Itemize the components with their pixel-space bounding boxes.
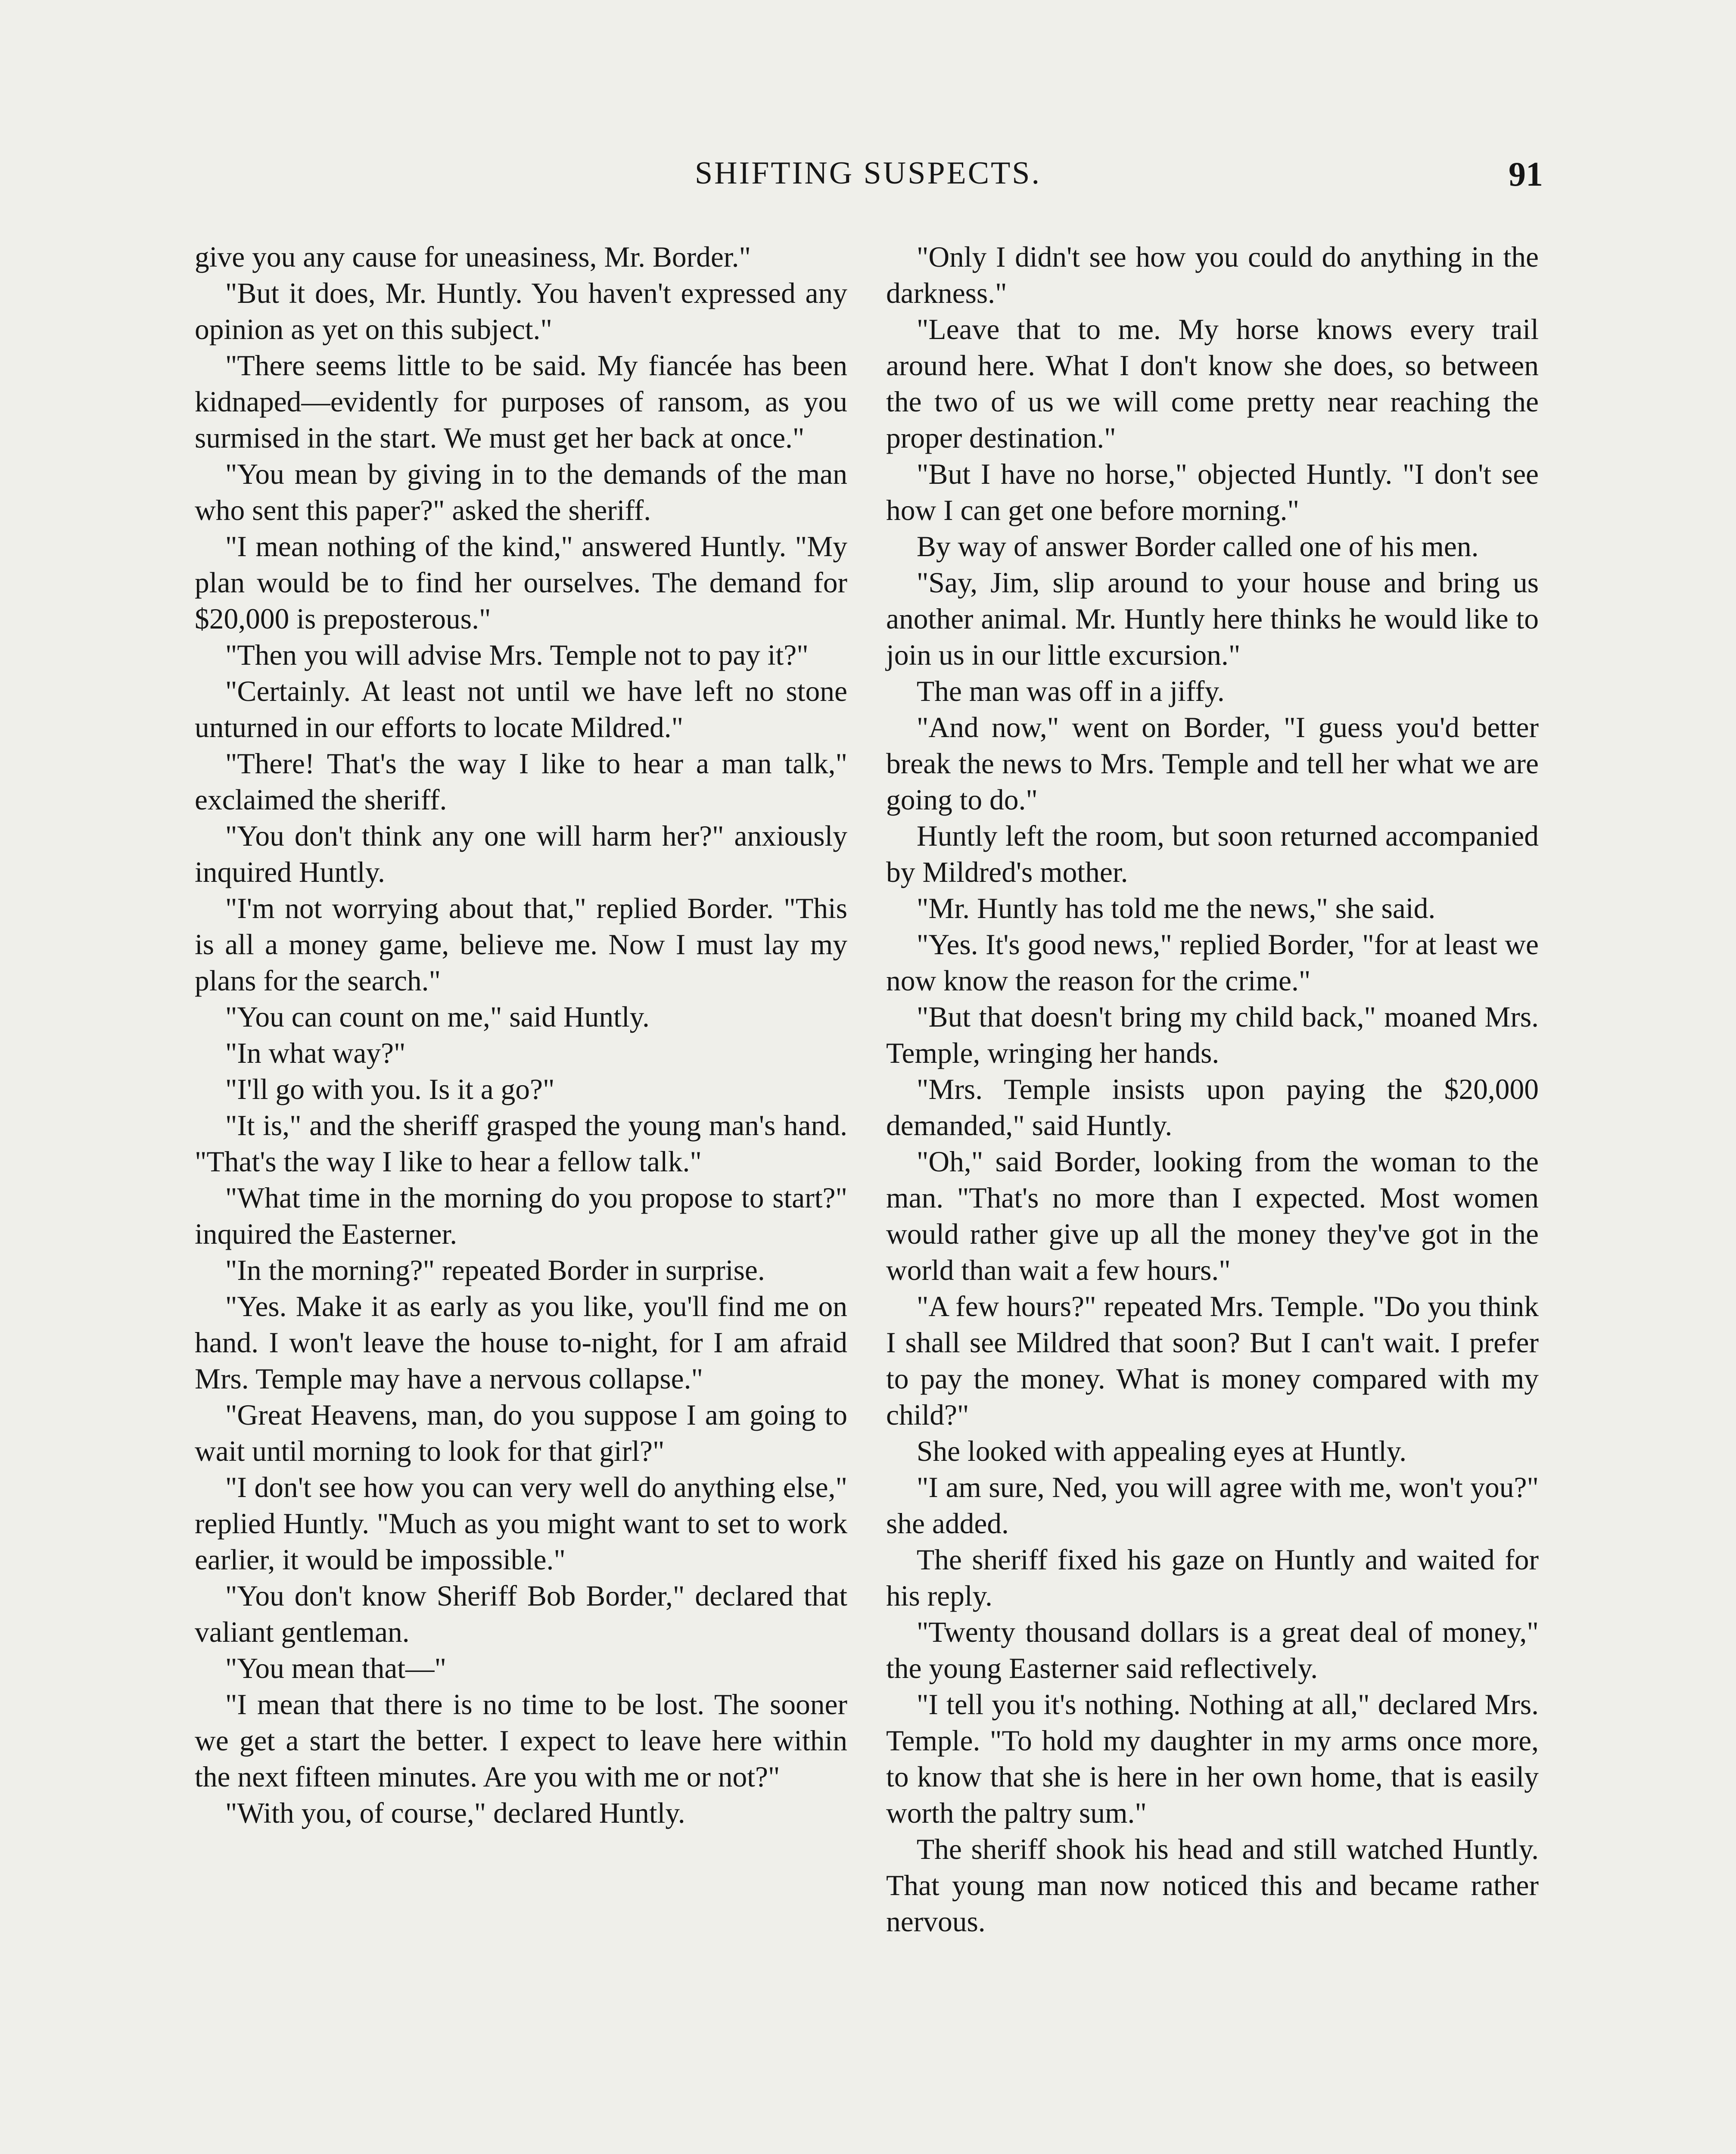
- paragraph: "Twenty thousand dollars is a great deal of money," the young Easterner said reflectively.: [886, 1616, 1539, 1684]
- paragraph: "Yes. It's good news," replied Border, "for at least we now know the reason for the crime.": [886, 928, 1539, 997]
- paragraph: "I'll go with you. Is it a go?": [225, 1073, 555, 1105]
- paragraph: give you any cause for uneasiness, Mr. Border.": [195, 241, 751, 273]
- paragraph: "Oh," said Border, looking from the woman to the man. "That's no more than I expected. Most women would rather give up all the money they've got in the world than wait a few hours.": [886, 1145, 1539, 1286]
- paragraph: "You mean that—": [225, 1652, 447, 1684]
- paragraph: "You don't know Sheriff Bob Border," declared that valiant gentleman.: [195, 1580, 847, 1648]
- paragraph: "I mean nothing of the kind," answered Huntly. "My plan would be to find her ourselves. The demand for $20,000 is preposterous.": [195, 530, 847, 635]
- paragraph: "But I have no horse," objected Huntly. "I don't see how I can get one before morning.": [886, 458, 1539, 526]
- paragraph: "You can count on me," said Huntly.: [225, 1001, 650, 1033]
- paragraph: By way of answer Border called one of his men.: [916, 530, 1479, 563]
- paragraph: "In the morning?" repeated Border in surprise.: [225, 1254, 765, 1286]
- paragraph: "But it does, Mr. Huntly. You haven't expressed any opinion as yet on this subject.": [195, 277, 847, 346]
- paragraph: "Certainly. At least not until we have left no stone unturned in our efforts to locate Mildred.": [195, 675, 847, 744]
- page-header: [0, 155, 1736, 207]
- paragraph: "Only I didn't see how you could do anything in the darkness.": [886, 241, 1539, 309]
- paragraph: "In what way?": [225, 1037, 406, 1069]
- paragraph: "But that doesn't bring my child back," moaned Mrs. Temple, wringing her hands.: [886, 1001, 1539, 1069]
- paragraph: "I'm not worrying about that," replied Border. "This is all a money game, believe me. Now I must lay my plans for the search.": [195, 892, 847, 997]
- paragraph: "Great Heavens, man, do you suppose I am going to wait until morning to look for that girl?": [195, 1399, 847, 1467]
- paragraph: "Then you will advise Mrs. Temple not to pay it?": [225, 639, 809, 671]
- paragraph: "You don't think any one will harm her?" anxiously inquired Huntly.: [195, 820, 847, 888]
- paragraph: "I don't see how you can very well do anything else," replied Huntly. "Much as you might want to set to work earlier, it would be impossible.": [195, 1471, 847, 1576]
- paragraph: The sheriff fixed his gaze on Huntly and waited for his reply.: [886, 1544, 1539, 1612]
- paragraph: Huntly left the room, but soon returned accompanied by Mildred's mother.: [886, 820, 1539, 888]
- paragraph: "I mean that there is no time to be lost. The sooner we get a start the better. I expect to leave here within the next fifteen minutes. Are you with me or not?": [195, 1688, 847, 1793]
- paragraph: She looked with appealing eyes at Huntly.: [916, 1435, 1407, 1467]
- paragraph: "Mrs. Temple insists upon paying the $20,000 demanded," said Huntly.: [886, 1073, 1539, 1142]
- paragraph: "I tell you it's nothing. Nothing at all," declared Mrs. Temple. "To hold my daughter in my arms once more, to know that she is here in her own home, that is easily worth the paltry sum.": [886, 1688, 1539, 1829]
- paragraph: "And now," went on Border, "I guess you'd better break the news to Mrs. Temple and tell her what we are going to do.": [886, 711, 1539, 816]
- paragraph: "Mr. Huntly has told me the news," she said.: [916, 892, 1436, 924]
- paragraph: "With you, of course," declared Huntly.: [225, 1797, 685, 1829]
- right-text-column: [886, 239, 1539, 1940]
- paragraph: "What time in the morning do you propose to start?" inquired the Easterner.: [195, 1182, 847, 1250]
- paragraph: "A few hours?" repeated Mrs. Temple. "Do you think I shall see Mildred that soon? But I can't wait. I prefer to pay the money. What is money compared with my child?": [886, 1290, 1539, 1431]
- paragraph: "I am sure, Ned, you will agree with me, won't you?" she added.: [886, 1471, 1539, 1540]
- paragraph: "There seems little to be said. My fiancée has been kidnaped—evidently for purposes of ransom, as you surmised in the start. We must get her back at once.": [195, 349, 847, 454]
- paragraph: "You mean by giving in to the demands of the man who sent this paper?" asked the sheriff.: [195, 458, 847, 526]
- paragraph: "Leave that to me. My horse knows every trail around here. What I don't know she does, so between the two of us we will come pretty near reaching the proper destination.": [886, 313, 1539, 454]
- paragraph: "Say, Jim, slip around to your house and bring us another animal. Mr. Huntly here thinks he would like to join us in our little excursion.": [886, 567, 1539, 671]
- paragraph: The sheriff shook his head and still watched Huntly. That young man now noticed this and became rather nervous.: [886, 1833, 1539, 1938]
- running-title: SHIFTING SUSPECTS.: [695, 156, 1041, 191]
- page-number: 91: [1509, 156, 1543, 193]
- paragraph: "There! That's the way I like to hear a man talk," exclaimed the sheriff.: [195, 747, 847, 816]
- paragraph: "It is," and the sheriff grasped the young man's hand. "That's the way I like to hear a fellow talk.": [195, 1109, 847, 1178]
- left-text-column: [195, 239, 847, 1831]
- paragraph: "Yes. Make it as early as you like, you'll find me on hand. I won't leave the house to-night, for I am afraid Mrs. Temple may have a nervous collapse.": [195, 1290, 847, 1395]
- paragraph: The man was off in a jiffy.: [916, 675, 1225, 707]
